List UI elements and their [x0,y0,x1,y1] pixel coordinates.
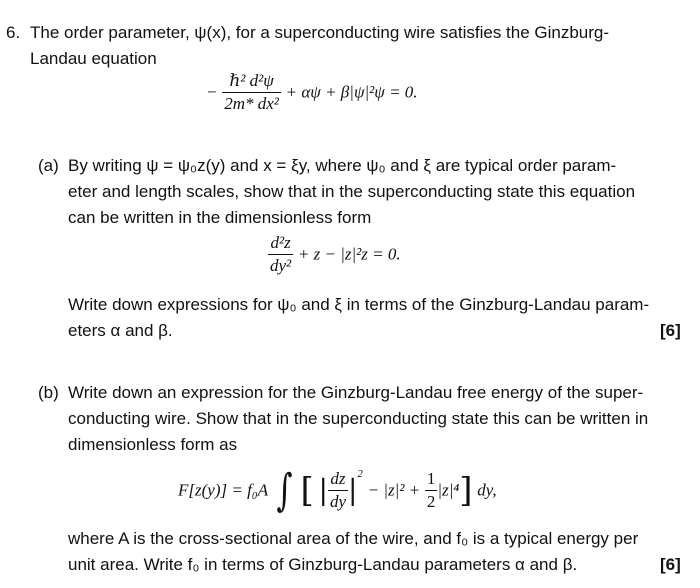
question-number: 6. [6,23,21,42]
eq1-denominator: 2m* dx² [224,94,279,114]
part-a-line-2: eter and length scales, show that in the superconducting state this equation [68,182,636,201]
part-b-line-2: conducting wire. Show that in the superconducting state this can be written in [68,409,649,428]
eq-a-numerator: d²z [268,232,293,255]
free-energy-lhs: F[z(y)] = f₀A [178,480,269,500]
dz-numerator: dz [328,468,348,491]
free-energy-middle: − |z|² + [367,480,421,500]
half-fraction [425,468,438,513]
part-b-label: (b) [38,383,59,402]
part-b-line-5: unit area. Write f₀ in terms of Ginzburg-Landau parameters α and β. [68,555,578,574]
part-a-line-1: By writing ψ = ψ₀z(y) and x = ξy, where ψ₀ and ξ are typical order param- [68,156,617,175]
eq1-fraction [222,70,281,115]
part-a-line-5: eters α and β. [68,321,173,340]
part-a-line-4: Write down expressions for ψ₀ and ξ in terms of the Ginzburg-Landau param- [68,295,650,314]
part-a-line-3: can be written in the dimensionless form [68,208,372,227]
square-exponent: 2 [357,468,363,480]
question-intro-line-2: Landau equation [30,49,157,68]
part-b-line-4: where A is the cross-sectional area of the wire, and f₀ is a typical energy per [68,529,639,548]
eq-a-fraction [268,232,293,277]
free-energy-equation [178,462,497,518]
right-abs-bar: | [347,473,358,507]
eq1-rest: + αψ + β|ψ|²ψ = 0. [285,82,418,102]
question-intro-line-1: The order parameter, ψ(x), for a superconducting wire satisfies the Ginzburg- [30,23,610,42]
dz-dy-fraction [328,468,348,513]
ginzburg-landau-equation: − $\frac{\text{ℏ² d²ψ}}{\text{2m* dx²}}$ + αψ + β|ψ|²ψ = 0. [206,71,418,114]
left-bracket: [ [300,470,314,511]
dimensionless-equation [268,228,401,280]
eq1-numerator: ℏ² d²ψ [222,70,281,93]
part-b-marks: [6] [660,555,681,574]
part-b-line-3: dimensionless form as [68,435,238,454]
part-a-label: (a) [38,156,59,175]
integral-sign: ∫ [276,464,293,516]
eq-a-denominator: dy² [270,256,292,276]
part-b-line-1: Write down an expression for the Ginzburg-Landau free energy of the super- [68,383,644,402]
left-abs-bar: | [318,473,328,507]
right-bracket: ] [459,470,473,511]
part-a-marks: [6] [660,321,681,340]
half-denominator: 2 [426,492,436,512]
free-energy-quartic: |z|⁴ [437,480,460,500]
dy-denominator: dy [329,492,346,512]
free-energy-end: dy, [477,480,497,500]
eq-a-rest: + z − |z|²z = 0. [297,244,401,264]
half-numerator: 1 [425,468,438,491]
